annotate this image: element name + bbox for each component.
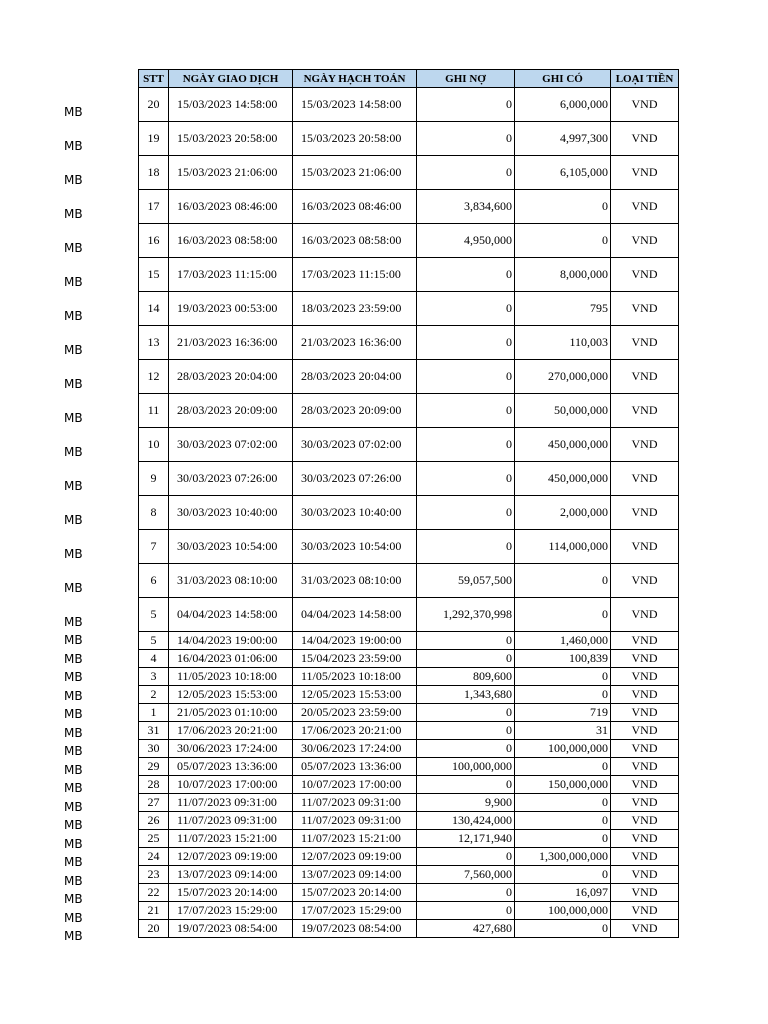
cell-stt: 20	[139, 920, 169, 938]
cell-loai-tien: VND	[611, 360, 679, 394]
table-row	[139, 326, 679, 360]
cell-ngay-giao-dich: 15/03/2023 20:58:00	[169, 122, 293, 156]
table-row	[139, 564, 679, 598]
cell-ghi-co: 6,105,000	[515, 156, 611, 190]
cell-ghi-co: 0	[515, 794, 611, 812]
cell-stt: 26	[139, 812, 169, 830]
cell-stt: 19	[139, 122, 169, 156]
table-header-row	[139, 70, 679, 88]
bank-label: MB	[64, 836, 83, 851]
cell-ghi-no: 1,343,680	[417, 686, 515, 704]
bank-label: MB	[64, 633, 83, 647]
cell-ngay-giao-dich: 17/06/2023 20:21:00	[169, 722, 293, 740]
cell-ghi-co: 4,997,300	[515, 122, 611, 156]
cell-ghi-no: 9,900	[417, 794, 515, 812]
cell-ngay-giao-dich: 11/07/2023 09:31:00	[169, 794, 293, 812]
cell-ngay-giao-dich: 12/05/2023 15:53:00	[169, 686, 293, 704]
cell-stt: 15	[139, 258, 169, 292]
cell-ngay-hach-toan: 05/07/2023 13:36:00	[293, 758, 417, 776]
table-row	[139, 156, 679, 190]
cell-ngay-hach-toan: 11/07/2023 09:31:00	[293, 794, 417, 812]
cell-stt: 2	[139, 686, 169, 704]
cell-ghi-co: 31	[515, 722, 611, 740]
cell-ghi-no: 0	[417, 650, 515, 668]
cell-ghi-no: 0	[417, 776, 515, 794]
cell-stt: 1	[139, 704, 169, 722]
cell-ngay-giao-dich: 30/03/2023 07:02:00	[169, 428, 293, 462]
header-stt: STT	[139, 70, 169, 88]
cell-ghi-co: 2,000,000	[515, 496, 611, 530]
cell-ngay-hach-toan: 30/03/2023 07:02:00	[293, 428, 417, 462]
cell-ghi-no: 0	[417, 740, 515, 758]
table-row	[139, 530, 679, 564]
bank-label: MB	[64, 799, 83, 814]
table-row	[139, 848, 679, 866]
cell-ghi-no: 0	[417, 722, 515, 740]
cell-ngay-giao-dich: 30/03/2023 07:26:00	[169, 462, 293, 496]
cell-stt: 30	[139, 740, 169, 758]
cell-loai-tien: VND	[611, 564, 679, 598]
bank-label: MB	[64, 411, 83, 425]
cell-loai-tien: VND	[611, 740, 679, 758]
cell-ghi-no: 130,424,000	[417, 812, 515, 830]
cell-loai-tien: VND	[611, 686, 679, 704]
cell-ghi-no: 0	[417, 632, 515, 650]
cell-stt: 22	[139, 884, 169, 902]
bank-label: MB	[64, 445, 83, 459]
cell-ghi-no: 0	[417, 156, 515, 190]
bank-label: MB	[64, 818, 83, 832]
cell-loai-tien: VND	[611, 224, 679, 258]
cell-ngay-hach-toan: 17/06/2023 20:21:00	[293, 722, 417, 740]
bank-label: MB	[64, 929, 83, 943]
cell-ngay-giao-dich: 21/03/2023 16:36:00	[169, 326, 293, 360]
cell-ghi-co: 100,839	[515, 650, 611, 668]
cell-ghi-no: 0	[417, 292, 515, 326]
cell-ghi-co: 450,000,000	[515, 428, 611, 462]
cell-ngay-hach-toan: 30/03/2023 10:54:00	[293, 530, 417, 564]
bank-label: MB	[64, 173, 83, 187]
table-row	[139, 884, 679, 902]
table-row	[139, 722, 679, 740]
cell-stt: 20	[139, 88, 169, 122]
table-row	[139, 394, 679, 428]
cell-ngay-giao-dich: 30/03/2023 10:40:00	[169, 496, 293, 530]
cell-loai-tien: VND	[611, 530, 679, 564]
cell-ghi-co: 0	[515, 812, 611, 830]
cell-stt: 10	[139, 428, 169, 462]
bank-label: MB	[64, 670, 83, 684]
bank-label: MB	[64, 873, 83, 888]
cell-stt: 12	[139, 360, 169, 394]
table-row	[139, 740, 679, 758]
cell-loai-tien: VND	[611, 462, 679, 496]
table-row	[139, 866, 679, 884]
table-row	[139, 496, 679, 530]
cell-ngay-hach-toan: 12/05/2023 15:53:00	[293, 686, 417, 704]
cell-ngay-hach-toan: 14/04/2023 19:00:00	[293, 632, 417, 650]
cell-ghi-co: 1,460,000	[515, 632, 611, 650]
cell-ghi-co: 0	[515, 668, 611, 686]
cell-ghi-no: 7,560,000	[417, 866, 515, 884]
bank-label: MB	[64, 309, 83, 323]
cell-ngay-giao-dich: 14/04/2023 19:00:00	[169, 632, 293, 650]
cell-ghi-co: 0	[515, 190, 611, 224]
cell-stt: 25	[139, 830, 169, 848]
bank-label: MB	[64, 651, 83, 666]
cell-ghi-no: 0	[417, 394, 515, 428]
bank-label: MB	[64, 744, 83, 758]
bank-label: MB	[64, 241, 83, 255]
cell-ngay-hach-toan: 28/03/2023 20:09:00	[293, 394, 417, 428]
bank-label: MB	[64, 581, 83, 595]
cell-ghi-co: 0	[515, 866, 611, 884]
cell-ghi-no: 3,834,600	[417, 190, 515, 224]
cell-ghi-co: 1,300,000,000	[515, 848, 611, 866]
table-row	[139, 920, 679, 938]
cell-ngay-hach-toan: 18/03/2023 23:59:00	[293, 292, 417, 326]
cell-ngay-hach-toan: 21/03/2023 16:36:00	[293, 326, 417, 360]
cell-stt: 16	[139, 224, 169, 258]
cell-ngay-giao-dich: 30/06/2023 17:24:00	[169, 740, 293, 758]
cell-ghi-co: 0	[515, 564, 611, 598]
bank-label: MB	[64, 688, 83, 703]
table-row	[139, 292, 679, 326]
table-row	[139, 650, 679, 668]
cell-stt: 18	[139, 156, 169, 190]
cell-stt: 29	[139, 758, 169, 776]
cell-ghi-no: 0	[417, 848, 515, 866]
cell-ghi-no: 0	[417, 496, 515, 530]
cell-ngay-giao-dich: 19/07/2023 08:54:00	[169, 920, 293, 938]
header-ghi-co: GHI CÓ	[515, 70, 611, 88]
bank-label: MB	[64, 513, 83, 527]
cell-ghi-no: 0	[417, 884, 515, 902]
cell-ghi-co: 0	[515, 920, 611, 938]
cell-ngay-giao-dich: 21/05/2023 01:10:00	[169, 704, 293, 722]
cell-loai-tien: VND	[611, 866, 679, 884]
bank-label: MB	[64, 105, 83, 119]
header-ngay-hach-toan: NGÀY HẠCH TOÁN	[293, 70, 417, 88]
cell-ghi-co: 0	[515, 686, 611, 704]
cell-loai-tien: VND	[611, 776, 679, 794]
cell-ghi-co: 0	[515, 224, 611, 258]
cell-ngay-hach-toan: 11/07/2023 09:31:00	[293, 812, 417, 830]
cell-ngay-giao-dich: 11/05/2023 10:18:00	[169, 668, 293, 686]
cell-loai-tien: VND	[611, 88, 679, 122]
cell-ngay-hach-toan: 19/07/2023 08:54:00	[293, 920, 417, 938]
table-row	[139, 632, 679, 650]
table-row	[139, 224, 679, 258]
cell-ghi-co: 0	[515, 598, 611, 632]
cell-stt: 8	[139, 496, 169, 530]
cell-loai-tien: VND	[611, 122, 679, 156]
bank-label: MB	[64, 725, 83, 740]
cell-ghi-co: 16,097	[515, 884, 611, 902]
cell-ngay-giao-dich: 13/07/2023 09:14:00	[169, 866, 293, 884]
cell-ghi-co: 795	[515, 292, 611, 326]
bank-label: MB	[64, 479, 83, 493]
cell-ngay-giao-dich: 16/03/2023 08:46:00	[169, 190, 293, 224]
cell-ngay-giao-dich: 15/07/2023 20:14:00	[169, 884, 293, 902]
header-ngay-giao-dich: NGÀY GIAO DỊCH	[169, 70, 293, 88]
cell-ghi-co: 719	[515, 704, 611, 722]
header-ghi-no: GHI NỢ	[417, 70, 515, 88]
bank-label: MB	[64, 139, 83, 153]
table-row	[139, 794, 679, 812]
cell-ngay-hach-toan: 13/07/2023 09:14:00	[293, 866, 417, 884]
cell-ghi-no: 0	[417, 360, 515, 394]
cell-ngay-giao-dich: 11/07/2023 15:21:00	[169, 830, 293, 848]
cell-ghi-no: 1,292,370,998	[417, 598, 515, 632]
cell-stt: 27	[139, 794, 169, 812]
cell-loai-tien: VND	[611, 794, 679, 812]
cell-ngay-giao-dich: 17/07/2023 15:29:00	[169, 902, 293, 920]
cell-loai-tien: VND	[611, 902, 679, 920]
bank-label: MB	[64, 855, 83, 869]
bank-label: MB	[64, 762, 83, 777]
cell-ghi-no: 59,057,500	[417, 564, 515, 598]
cell-ngay-hach-toan: 15/07/2023 20:14:00	[293, 884, 417, 902]
cell-loai-tien: VND	[611, 598, 679, 632]
cell-stt: 4	[139, 650, 169, 668]
cell-ngay-hach-toan: 10/07/2023 17:00:00	[293, 776, 417, 794]
cell-ngay-hach-toan: 16/03/2023 08:58:00	[293, 224, 417, 258]
cell-loai-tien: VND	[611, 632, 679, 650]
cell-ngay-hach-toan: 11/05/2023 10:18:00	[293, 668, 417, 686]
cell-ghi-co: 150,000,000	[515, 776, 611, 794]
table-row	[139, 686, 679, 704]
cell-ngay-hach-toan: 20/05/2023 23:59:00	[293, 704, 417, 722]
cell-ghi-co: 6,000,000	[515, 88, 611, 122]
cell-stt: 13	[139, 326, 169, 360]
cell-ngay-giao-dich: 05/07/2023 13:36:00	[169, 758, 293, 776]
cell-ngay-hach-toan: 28/03/2023 20:04:00	[293, 360, 417, 394]
bank-label: MB	[64, 343, 83, 357]
cell-ghi-co: 8,000,000	[515, 258, 611, 292]
cell-ghi-co: 100,000,000	[515, 902, 611, 920]
cell-ghi-no: 100,000,000	[417, 758, 515, 776]
cell-ghi-no: 0	[417, 704, 515, 722]
cell-ngay-hach-toan: 30/03/2023 07:26:00	[293, 462, 417, 496]
cell-ngay-hach-toan: 15/03/2023 20:58:00	[293, 122, 417, 156]
cell-stt: 9	[139, 462, 169, 496]
cell-ngay-hach-toan: 04/04/2023 14:58:00	[293, 598, 417, 632]
cell-stt: 14	[139, 292, 169, 326]
cell-stt: 28	[139, 776, 169, 794]
table-row	[139, 758, 679, 776]
cell-stt: 23	[139, 866, 169, 884]
bank-label: MB	[64, 547, 83, 561]
cell-ngay-hach-toan: 16/03/2023 08:46:00	[293, 190, 417, 224]
cell-ghi-co: 450,000,000	[515, 462, 611, 496]
cell-loai-tien: VND	[611, 496, 679, 530]
cell-loai-tien: VND	[611, 830, 679, 848]
cell-ngay-giao-dich: 28/03/2023 20:04:00	[169, 360, 293, 394]
cell-ngay-hach-toan: 15/03/2023 14:58:00	[293, 88, 417, 122]
cell-loai-tien: VND	[611, 292, 679, 326]
table-row	[139, 122, 679, 156]
cell-stt: 5	[139, 598, 169, 632]
bank-label: MB	[64, 910, 83, 925]
table-row	[139, 598, 679, 632]
cell-ngay-hach-toan: 30/06/2023 17:24:00	[293, 740, 417, 758]
cell-ngay-giao-dich: 15/03/2023 21:06:00	[169, 156, 293, 190]
cell-ngay-giao-dich: 28/03/2023 20:09:00	[169, 394, 293, 428]
cell-ghi-no: 0	[417, 428, 515, 462]
cell-loai-tien: VND	[611, 394, 679, 428]
cell-ngay-giao-dich: 16/04/2023 01:06:00	[169, 650, 293, 668]
cell-ghi-co: 114,000,000	[515, 530, 611, 564]
cell-stt: 6	[139, 564, 169, 598]
bank-label: MB	[64, 275, 83, 289]
cell-loai-tien: VND	[611, 812, 679, 830]
cell-ghi-co: 110,003	[515, 326, 611, 360]
cell-loai-tien: VND	[611, 258, 679, 292]
cell-ngay-giao-dich: 17/03/2023 11:15:00	[169, 258, 293, 292]
bank-label: MB	[64, 892, 83, 906]
cell-loai-tien: VND	[611, 884, 679, 902]
cell-ngay-giao-dich: 19/03/2023 00:53:00	[169, 292, 293, 326]
cell-ngay-hach-toan: 12/07/2023 09:19:00	[293, 848, 417, 866]
cell-ngay-hach-toan: 11/07/2023 15:21:00	[293, 830, 417, 848]
cell-ngay-giao-dich: 16/03/2023 08:58:00	[169, 224, 293, 258]
cell-ghi-co: 100,000,000	[515, 740, 611, 758]
cell-loai-tien: VND	[611, 668, 679, 686]
table-row	[139, 190, 679, 224]
bank-label: MB	[64, 615, 83, 629]
cell-ngay-giao-dich: 10/07/2023 17:00:00	[169, 776, 293, 794]
cell-loai-tien: VND	[611, 722, 679, 740]
cell-ngay-giao-dich: 31/03/2023 08:10:00	[169, 564, 293, 598]
cell-ghi-no: 0	[417, 122, 515, 156]
cell-ngay-hach-toan: 17/07/2023 15:29:00	[293, 902, 417, 920]
bank-label: MB	[64, 207, 83, 221]
table-row	[139, 668, 679, 686]
cell-ghi-no: 0	[417, 88, 515, 122]
cell-ghi-no: 809,600	[417, 668, 515, 686]
bank-label: MB	[64, 707, 83, 721]
header-loai-tien: LOẠI TIỀN	[611, 70, 679, 88]
cell-ngay-giao-dich: 04/04/2023 14:58:00	[169, 598, 293, 632]
cell-stt: 11	[139, 394, 169, 428]
cell-loai-tien: VND	[611, 650, 679, 668]
cell-ghi-co: 0	[515, 758, 611, 776]
cell-ngay-hach-toan: 15/04/2023 23:59:00	[293, 650, 417, 668]
cell-loai-tien: VND	[611, 758, 679, 776]
table-row	[139, 830, 679, 848]
cell-stt: 7	[139, 530, 169, 564]
cell-stt: 17	[139, 190, 169, 224]
cell-stt: 3	[139, 668, 169, 686]
cell-loai-tien: VND	[611, 704, 679, 722]
cell-stt: 31	[139, 722, 169, 740]
table-row	[139, 258, 679, 292]
cell-ngay-hach-toan: 31/03/2023 08:10:00	[293, 564, 417, 598]
cell-ngay-hach-toan: 15/03/2023 21:06:00	[293, 156, 417, 190]
cell-ghi-no: 0	[417, 530, 515, 564]
table-row	[139, 428, 679, 462]
cell-ngay-giao-dich: 12/07/2023 09:19:00	[169, 848, 293, 866]
cell-ghi-co: 270,000,000	[515, 360, 611, 394]
cell-ghi-co: 50,000,000	[515, 394, 611, 428]
cell-ghi-no: 0	[417, 326, 515, 360]
cell-ghi-no: 427,680	[417, 920, 515, 938]
cell-ghi-no: 12,171,940	[417, 830, 515, 848]
cell-stt: 21	[139, 902, 169, 920]
cell-ghi-no: 0	[417, 258, 515, 292]
cell-ghi-co: 0	[515, 830, 611, 848]
table-row	[139, 462, 679, 496]
cell-ghi-no: 0	[417, 462, 515, 496]
table-row	[139, 812, 679, 830]
table-row	[139, 88, 679, 122]
cell-loai-tien: VND	[611, 190, 679, 224]
table-row	[139, 360, 679, 394]
table-row	[139, 902, 679, 920]
cell-ngay-giao-dich: 30/03/2023 10:54:00	[169, 530, 293, 564]
cell-ngay-hach-toan: 17/03/2023 11:15:00	[293, 258, 417, 292]
bank-label: MB	[64, 377, 83, 391]
cell-loai-tien: VND	[611, 156, 679, 190]
cell-stt: 24	[139, 848, 169, 866]
cell-loai-tien: VND	[611, 848, 679, 866]
cell-ngay-hach-toan: 30/03/2023 10:40:00	[293, 496, 417, 530]
table-row	[139, 704, 679, 722]
cell-ngay-giao-dich: 15/03/2023 14:58:00	[169, 88, 293, 122]
bank-label: MB	[64, 781, 83, 795]
cell-loai-tien: VND	[611, 920, 679, 938]
cell-ngay-giao-dich: 11/07/2023 09:31:00	[169, 812, 293, 830]
cell-ghi-no: 0	[417, 902, 515, 920]
cell-ghi-no: 4,950,000	[417, 224, 515, 258]
cell-stt: 5	[139, 632, 169, 650]
cell-loai-tien: VND	[611, 428, 679, 462]
table-row	[139, 776, 679, 794]
transaction-table	[138, 69, 679, 938]
cell-loai-tien: VND	[611, 326, 679, 360]
